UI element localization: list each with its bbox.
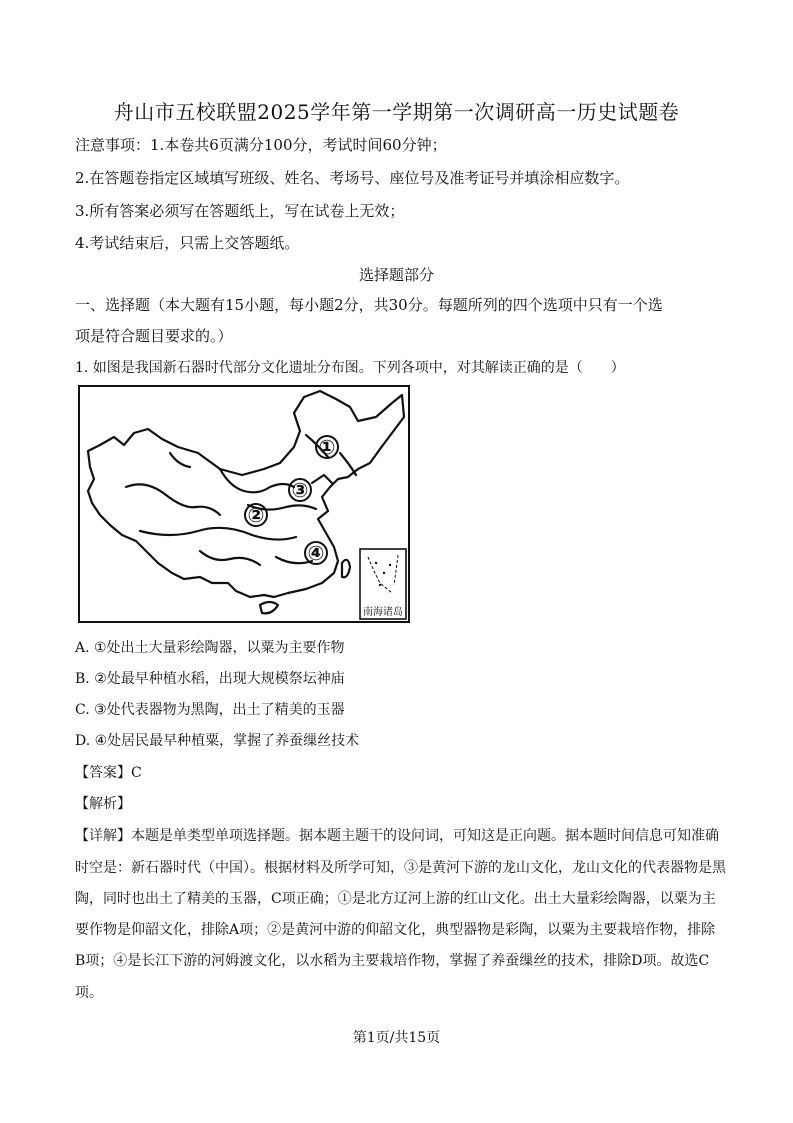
site-marker-2: ② bbox=[247, 503, 265, 527]
note-line-1: 注意事项：1.本卷共6页满分100分，考试时间60分钟； bbox=[75, 136, 447, 154]
china-outline-map bbox=[80, 387, 408, 621]
option-d: D. ④处居民最早种植粟，掌握了养蚕缫丝技术 bbox=[75, 733, 360, 749]
site-marker-3: ③ bbox=[291, 478, 309, 502]
question-stem: 1. 如图是我国新石器时代部分文化遗址分布图。下列各项中，对其解读正确的是（ ） bbox=[75, 360, 625, 376]
option-c: C. ③处代表器物为黑陶，出土了精美的玉器 bbox=[75, 702, 345, 718]
page-number: 第1页/共15页 bbox=[352, 1030, 441, 1046]
note-line-2: 2.在答题卷指定区域填写班级、姓名、考场号、座位号及准考证号并填涂相应数字。 bbox=[75, 169, 630, 187]
detail-line-6: 项。 bbox=[75, 985, 103, 1001]
detail-line-5: B项；④是长江下游的河姆渡文化，以水稻为主要栽培作物，掌握了养蚕缫丝的技术，排除D项。故选C bbox=[75, 953, 710, 969]
site-marker-1: ① bbox=[318, 435, 336, 459]
section-intro-line-1: 一、选择题（本大题有15小题，每小题2分，共30分。每题所列的四个选项中只有一个选 bbox=[75, 296, 663, 314]
inset-label: 南海诸岛 bbox=[363, 607, 403, 618]
analysis-label: 【解析】 bbox=[75, 796, 131, 812]
option-b: B. ②处最早种植水稻，出现大规模祭坛神庙 bbox=[75, 671, 345, 687]
option-a: A. ①处出土大量彩绘陶器，以粟为主要作物 bbox=[75, 640, 345, 656]
answer-line: 【答案】C bbox=[75, 765, 142, 781]
neolithic-site-map bbox=[78, 385, 410, 623]
site-marker-4: ④ bbox=[307, 541, 325, 565]
section-title: 选择题部分 bbox=[358, 266, 434, 284]
south-china-sea-inset bbox=[360, 549, 406, 619]
detail-line-1: 【详解】本题是单类型单项选择题。据本题主题干的设问词，可知这是正向题。据本题时间信息可知准确 bbox=[75, 828, 719, 844]
note-line-3: 3.所有答案必须写在答题纸上，写在试卷上无效； bbox=[75, 202, 405, 220]
note-line-4: 4.考试结束后，只需上交答题纸。 bbox=[75, 234, 300, 252]
exam-title: 舟山市五校联盟2025学年第一学期第一次调研高一历史试题卷 bbox=[113, 100, 680, 124]
detail-line-3: 陶，同时也出土了精美的玉器，C项正确；①是北方辽河上游的红山文化。出土大量彩绘陶器，以粟为主 bbox=[75, 891, 716, 907]
detail-line-2: 时空是：新石器时代（中国）。根据材料及所学可知，③是黄河下游的龙山文化，龙山文化的代表器物是黑 bbox=[75, 860, 726, 876]
detail-line-4: 要作物是仰韶文化，排除A项；②是黄河中游的仰韶文化，典型器物是彩陶，以粟为主要栽培作物，排除 bbox=[75, 922, 716, 938]
section-intro-line-2: 项是符合题目要求的。） bbox=[75, 327, 233, 345]
